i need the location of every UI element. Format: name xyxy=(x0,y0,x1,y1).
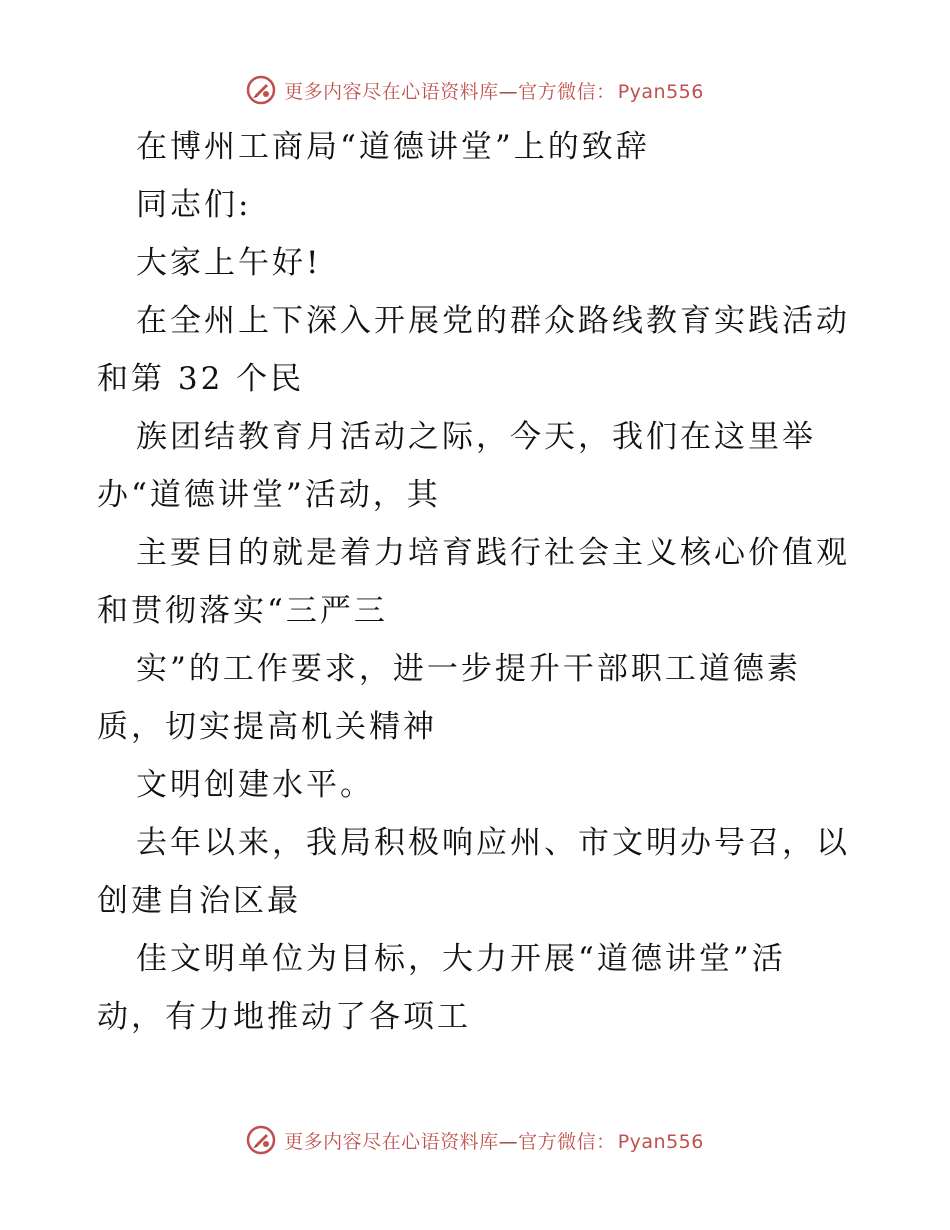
text-line: 和贯彻落实“三严三 xyxy=(97,593,388,629)
watermark-wechat-id: Pyan556 xyxy=(617,1130,704,1153)
logo-icon xyxy=(246,75,276,105)
text-line: 族团结教育月活动之际，今天，我们在这里举 xyxy=(136,419,816,455)
watermark-wechat-label: 官方微信： xyxy=(518,80,616,103)
text-line: 创建自治区最 xyxy=(97,883,301,919)
watermark-brand-text: 更多内容尽在心语资料库 xyxy=(284,1130,499,1153)
watermark-wechat-id: Pyan556 xyxy=(617,80,704,103)
text-line: 佳文明单位为目标，大力开展“道德讲堂”活 xyxy=(136,941,786,977)
text-line: 去年以来，我局积极响应州、市文明办号召，以 xyxy=(136,825,850,861)
text-line: 办“道德讲堂”活动，其 xyxy=(97,477,441,513)
watermark-wechat-label: 官方微信： xyxy=(518,1130,616,1153)
text-line: 文明创建水平。 xyxy=(136,767,374,803)
header-watermark xyxy=(0,70,950,110)
document-title: 在博州工商局“道德讲堂”上的致辞 xyxy=(136,129,650,165)
watermark-separator: — xyxy=(498,80,519,103)
text-line: 质，切实提高机关精神 xyxy=(97,709,437,745)
logo-icon xyxy=(246,1125,276,1155)
watermark-separator: — xyxy=(498,1130,519,1153)
watermark-brand-text: 更多内容尽在心语资料库 xyxy=(284,80,499,103)
text-line: 在全州上下深入开展党的群众路线教育实践活动 xyxy=(136,303,850,339)
text-line: 和第 32 个民 xyxy=(97,361,305,397)
text-line: 同志们: xyxy=(136,187,252,223)
footer-watermark xyxy=(0,1120,950,1160)
text-line: 实”的工作要求，进一步提升干部职工道德素 xyxy=(136,651,801,687)
text-line: 动，有力地推动了各项工 xyxy=(97,999,471,1035)
text-line: 大家上午好! xyxy=(136,245,322,281)
text-line: 主要目的就是着力培育践行社会主义核心价值观 xyxy=(136,535,850,571)
